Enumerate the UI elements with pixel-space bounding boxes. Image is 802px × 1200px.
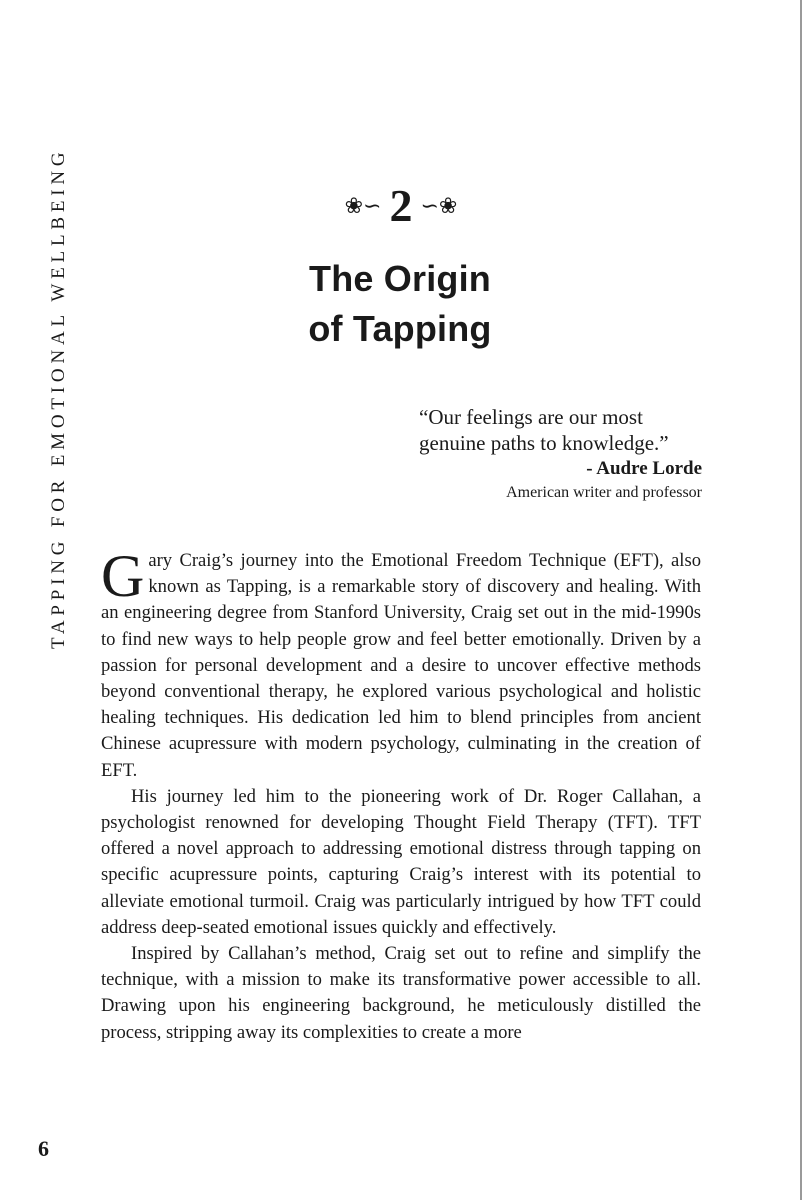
ornament-left-icon: ❀∽ xyxy=(344,193,382,219)
chapter-title xyxy=(180,254,620,354)
epigraph-quote-line-2: genuine paths to knowledge.” xyxy=(419,431,669,455)
paragraph-1-text: ary Craig’s journey into the Emotional Freedom Technique (EFT), also known as Tapping, is a remarkable story of discovery and healing. With an engineering degree from Stanford University, Craig set out in the mid-1990s to find new ways to help people grow and feel better emotionally. Driven by a passion for personal development and a desire to uncover effective methods beyond conventional therapy, he explored various psychological and holistic healing techniques. His dedication led him to blend principles from ancient Chinese acupressure with modern psychology, culminating in the creation of EFT. xyxy=(101,550,701,781)
body-text xyxy=(101,543,701,1046)
epigraph-author-role: American writer and professor xyxy=(506,484,702,501)
paragraph-1 xyxy=(101,543,701,784)
epigraph-author: - Audre Lorde xyxy=(586,458,702,479)
chapter-title-line-1: The Origin xyxy=(309,258,491,299)
chapter-title-line-2: of Tapping xyxy=(308,308,492,349)
epigraph xyxy=(400,404,702,504)
paragraph-3: Inspired by Callahan’s method, Craig set out to refine and simplify the technique, with a mission to make its transformative power accessible to all. Drawing upon his engineering background, he meticulously distilled the process, stripping away its complexities to create a more xyxy=(101,943,701,1043)
paragraph-2: His journey led him to the pioneering work of Dr. Roger Callahan, a psychologist renowned for developing Thought Field Therapy (TFT). TFT offered a novel approach to addressing emotional distress through tapping on specific acupressure points, capturing Craig’s interest with its potential to alleviate emotional turmoil. Craig was particularly intrigued by how TFT could address deep-seated emotional issues quickly and effectively. xyxy=(101,785,701,938)
drop-cap: G xyxy=(101,543,145,609)
chapter-number: 2 xyxy=(389,180,413,231)
chapter-number-line xyxy=(0,178,802,238)
running-head: TAPPING FOR EMOTIONAL WELLBEING xyxy=(48,147,69,649)
page-number: 6 xyxy=(38,1136,49,1161)
epigraph-quote-line-1: “Our feelings are our most xyxy=(419,405,643,429)
ornament-right-icon: ∽❀ xyxy=(420,193,458,219)
